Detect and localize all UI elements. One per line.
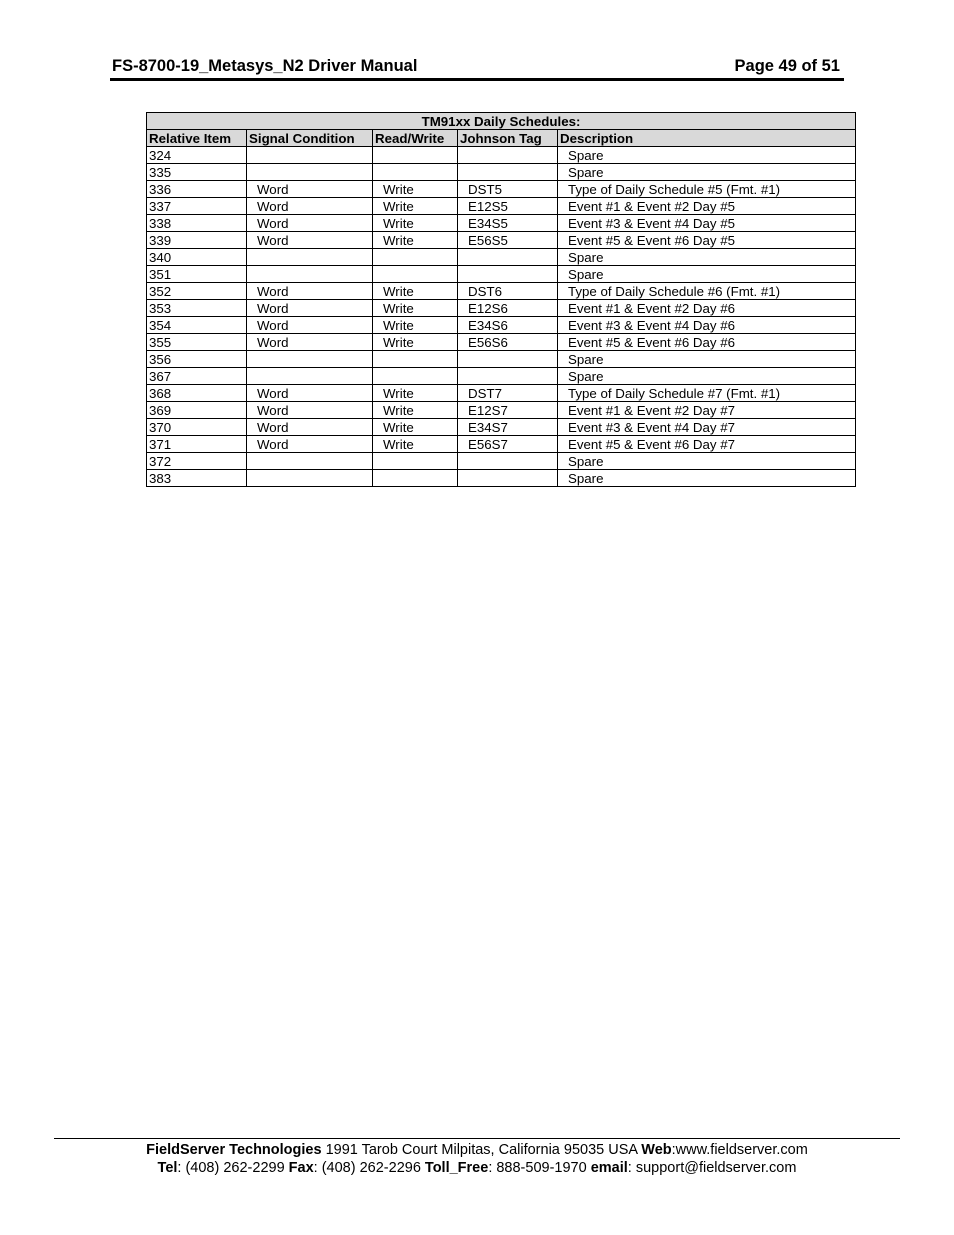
- cell-signal-condition: [247, 164, 373, 181]
- table-header-row: [147, 130, 856, 147]
- table-row: [147, 402, 856, 419]
- cell-read-write: Write: [373, 300, 458, 317]
- column-header-relative-item: Relative Item: [147, 130, 247, 147]
- cell-johnson-tag: E56S5: [458, 232, 558, 249]
- cell-johnson-tag: E12S6: [458, 300, 558, 317]
- cell-signal-condition: [247, 368, 373, 385]
- cell-signal-condition: [247, 249, 373, 266]
- cell-johnson-tag: [458, 453, 558, 470]
- cell-description: Event #3 & Event #4 Day #6: [558, 317, 856, 334]
- daily-schedules-table: [146, 112, 856, 487]
- cell-relative-item: 367: [147, 368, 247, 385]
- cell-johnson-tag: [458, 470, 558, 487]
- table-caption: TM91xx Daily Schedules:: [147, 113, 856, 130]
- cell-description: Event #5 & Event #6 Day #5: [558, 232, 856, 249]
- cell-read-write: Write: [373, 215, 458, 232]
- cell-read-write: [373, 266, 458, 283]
- footer-email-label: email: [590, 1160, 628, 1176]
- cell-read-write: Write: [373, 181, 458, 198]
- cell-johnson-tag: E12S5: [458, 198, 558, 215]
- table-row: [147, 198, 856, 215]
- cell-signal-condition: [247, 453, 373, 470]
- cell-johnson-tag: E34S7: [458, 419, 558, 436]
- cell-description: Spare: [558, 147, 856, 164]
- cell-description: Event #5 & Event #6 Day #6: [558, 334, 856, 351]
- cell-read-write: Write: [373, 283, 458, 300]
- cell-description: Type of Daily Schedule #5 (Fmt. #1): [558, 181, 856, 198]
- table-row: [147, 351, 856, 368]
- cell-description: Spare: [558, 164, 856, 181]
- cell-read-write: Write: [373, 232, 458, 249]
- footer-address: 1991 Tarob Court Milpitas, California 95035 USA: [321, 1142, 642, 1158]
- cell-relative-item: 336: [147, 181, 247, 198]
- cell-relative-item: 372: [147, 453, 247, 470]
- cell-description: Event #1 & Event #2 Day #7: [558, 402, 856, 419]
- cell-read-write: [373, 351, 458, 368]
- footer-fax-label: Fax: [288, 1160, 314, 1176]
- table-row: [147, 249, 856, 266]
- footer-company: FieldServer Technologies: [146, 1142, 322, 1158]
- column-header-johnson-tag: Johnson Tag: [458, 130, 558, 147]
- cell-description: Type of Daily Schedule #7 (Fmt. #1): [558, 385, 856, 402]
- cell-description: Spare: [558, 470, 856, 487]
- cell-johnson-tag: DST7: [458, 385, 558, 402]
- cell-signal-condition: Word: [247, 181, 373, 198]
- cell-signal-condition: Word: [247, 419, 373, 436]
- footer-fax: : (408) 262-2296: [313, 1160, 425, 1176]
- cell-signal-condition: Word: [247, 283, 373, 300]
- footer-web-link[interactable]: :www.fieldserver.com: [671, 1142, 808, 1158]
- cell-johnson-tag: E34S5: [458, 215, 558, 232]
- table-row: [147, 300, 856, 317]
- cell-read-write: [373, 453, 458, 470]
- cell-relative-item: 383: [147, 470, 247, 487]
- cell-johnson-tag: [458, 147, 558, 164]
- cell-description: Event #3 & Event #4 Day #5: [558, 215, 856, 232]
- cell-relative-item: 340: [147, 249, 247, 266]
- column-header-description: Description: [558, 130, 856, 147]
- footer-tollfree: : 888-509-1970: [488, 1160, 591, 1176]
- cell-signal-condition: Word: [247, 198, 373, 215]
- cell-read-write: Write: [373, 402, 458, 419]
- cell-johnson-tag: E12S7: [458, 402, 558, 419]
- cell-signal-condition: [247, 266, 373, 283]
- cell-relative-item: 339: [147, 232, 247, 249]
- cell-description: Event #5 & Event #6 Day #7: [558, 436, 856, 453]
- cell-read-write: [373, 147, 458, 164]
- cell-signal-condition: Word: [247, 215, 373, 232]
- cell-relative-item: 337: [147, 198, 247, 215]
- cell-read-write: Write: [373, 385, 458, 402]
- cell-signal-condition: Word: [247, 317, 373, 334]
- cell-signal-condition: Word: [247, 402, 373, 419]
- cell-read-write: [373, 249, 458, 266]
- cell-johnson-tag: E56S6: [458, 334, 558, 351]
- cell-relative-item: 370: [147, 419, 247, 436]
- cell-johnson-tag: DST6: [458, 283, 558, 300]
- footer-divider: [54, 1138, 900, 1139]
- footer-address-line: [0, 1142, 954, 1158]
- cell-signal-condition: Word: [247, 436, 373, 453]
- cell-relative-item: 355: [147, 334, 247, 351]
- cell-johnson-tag: DST5: [458, 181, 558, 198]
- cell-relative-item: 354: [147, 317, 247, 334]
- cell-signal-condition: Word: [247, 232, 373, 249]
- footer-tel-label: Tel: [157, 1160, 178, 1176]
- cell-description: Spare: [558, 368, 856, 385]
- cell-johnson-tag: [458, 266, 558, 283]
- cell-description: Event #3 & Event #4 Day #7: [558, 419, 856, 436]
- cell-read-write: Write: [373, 198, 458, 215]
- footer-tel: : (408) 262-2299: [177, 1160, 289, 1176]
- column-header-signal-condition: Signal Condition: [247, 130, 373, 147]
- table-row: [147, 164, 856, 181]
- cell-relative-item: 369: [147, 402, 247, 419]
- cell-signal-condition: Word: [247, 385, 373, 402]
- cell-description: Type of Daily Schedule #6 (Fmt. #1): [558, 283, 856, 300]
- table-row: [147, 436, 856, 453]
- cell-signal-condition: Word: [247, 334, 373, 351]
- cell-description: Event #1 & Event #2 Day #5: [558, 198, 856, 215]
- cell-signal-condition: [247, 147, 373, 164]
- cell-relative-item: 338: [147, 215, 247, 232]
- cell-johnson-tag: [458, 368, 558, 385]
- page-header: [110, 56, 844, 81]
- cell-description: Spare: [558, 351, 856, 368]
- cell-relative-item: 351: [147, 266, 247, 283]
- table-row: [147, 215, 856, 232]
- table-row: [147, 453, 856, 470]
- cell-relative-item: 368: [147, 385, 247, 402]
- cell-signal-condition: [247, 470, 373, 487]
- footer-web-label: Web: [641, 1142, 672, 1158]
- table-row: [147, 334, 856, 351]
- cell-relative-item: 353: [147, 300, 247, 317]
- cell-read-write: Write: [373, 317, 458, 334]
- table-row: [147, 317, 856, 334]
- footer-contact-line: [0, 1160, 954, 1176]
- cell-read-write: [373, 470, 458, 487]
- table-row: [147, 283, 856, 300]
- table-row: [147, 419, 856, 436]
- cell-relative-item: 324: [147, 147, 247, 164]
- table-row: [147, 147, 856, 164]
- cell-relative-item: 371: [147, 436, 247, 453]
- cell-description: Event #1 & Event #2 Day #6: [558, 300, 856, 317]
- cell-relative-item: 335: [147, 164, 247, 181]
- cell-description: Spare: [558, 453, 856, 470]
- footer-email-link[interactable]: : support@fieldserver.com: [627, 1160, 797, 1176]
- cell-johnson-tag: [458, 249, 558, 266]
- document-title: FS-8700-19_Metasys_N2 Driver Manual: [112, 57, 418, 75]
- cell-read-write: Write: [373, 419, 458, 436]
- table-row: [147, 266, 856, 283]
- cell-read-write: [373, 368, 458, 385]
- footer-tollfree-label: Toll_Free: [424, 1160, 489, 1176]
- cell-description: Spare: [558, 249, 856, 266]
- cell-johnson-tag: [458, 351, 558, 368]
- table-row: [147, 385, 856, 402]
- table-row: [147, 232, 856, 249]
- cell-johnson-tag: E34S6: [458, 317, 558, 334]
- cell-johnson-tag: E56S7: [458, 436, 558, 453]
- table-row: [147, 368, 856, 385]
- cell-johnson-tag: [458, 164, 558, 181]
- cell-signal-condition: Word: [247, 300, 373, 317]
- table-row: [147, 181, 856, 198]
- column-header-read-write: Read/Write: [373, 130, 458, 147]
- cell-read-write: Write: [373, 334, 458, 351]
- cell-description: Spare: [558, 266, 856, 283]
- cell-signal-condition: [247, 351, 373, 368]
- cell-read-write: [373, 164, 458, 181]
- cell-relative-item: 352: [147, 283, 247, 300]
- cell-read-write: Write: [373, 436, 458, 453]
- page-number: Page 49 of 51: [734, 57, 840, 75]
- table-row: [147, 470, 856, 487]
- cell-relative-item: 356: [147, 351, 247, 368]
